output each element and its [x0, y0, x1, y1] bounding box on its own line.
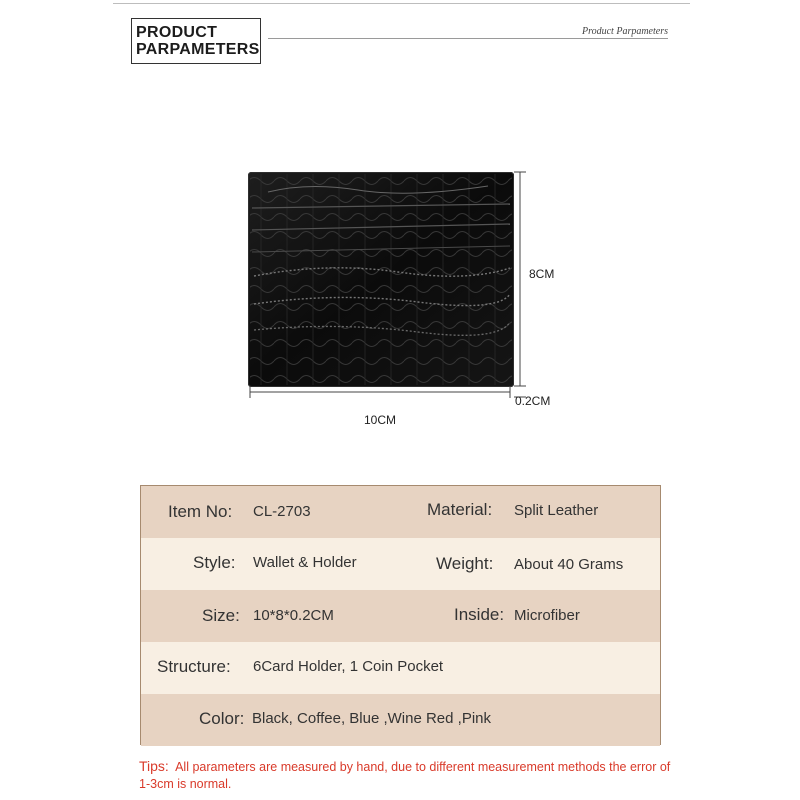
tips-text: All parameters are measured by hand, due to different measurement methods the error of 1-3cm is normal. — [139, 760, 671, 791]
inside-label: Inside: — [454, 605, 505, 624]
style-label: Style: — [193, 553, 236, 572]
size-label: Size: — [202, 606, 240, 625]
header-divider — [268, 38, 668, 39]
structure-value: 6Card Holder, 1 Coin Pocket — [253, 658, 444, 675]
tips-label: Tips: — [139, 758, 169, 774]
section-title-line2: PARPAMETERS — [136, 41, 260, 58]
color-value: Black, Coffee, Blue ,Wine Red ,Pink — [252, 710, 492, 727]
material-label: Material: — [427, 500, 493, 519]
spec-row-style — [141, 538, 660, 590]
dimension-thickness-label: 0.2CM — [515, 394, 551, 408]
spec-row-color — [141, 694, 660, 746]
top-rule — [113, 3, 690, 4]
item-no-value: CL-2703 — [253, 503, 311, 520]
tips-note — [139, 758, 679, 793]
weight-label: Weight: — [436, 554, 494, 573]
color-label: Color: — [199, 709, 245, 728]
style-value: Wallet & Holder — [253, 554, 357, 571]
dimension-height-label: 8CM — [529, 267, 555, 281]
inside-value: Microfiber — [514, 607, 580, 624]
spec-row-size — [141, 590, 660, 642]
spec-row-structure — [141, 642, 660, 694]
spec-row-item — [141, 486, 660, 538]
section-subtitle: Product Parpameters — [581, 26, 668, 37]
item-no-label: Item No: — [168, 502, 233, 521]
dimension-width-label: 10CM — [364, 413, 397, 427]
spec-table — [140, 485, 661, 745]
section-title-box — [131, 18, 261, 64]
material-value: Split Leather — [514, 502, 599, 519]
dimension-lines — [246, 170, 536, 410]
section-title-line1: PRODUCT — [136, 24, 218, 41]
weight-value: About 40 Grams — [514, 556, 624, 573]
structure-label: Structure: — [157, 657, 231, 676]
size-value: 10*8*0.2CM — [253, 607, 334, 624]
